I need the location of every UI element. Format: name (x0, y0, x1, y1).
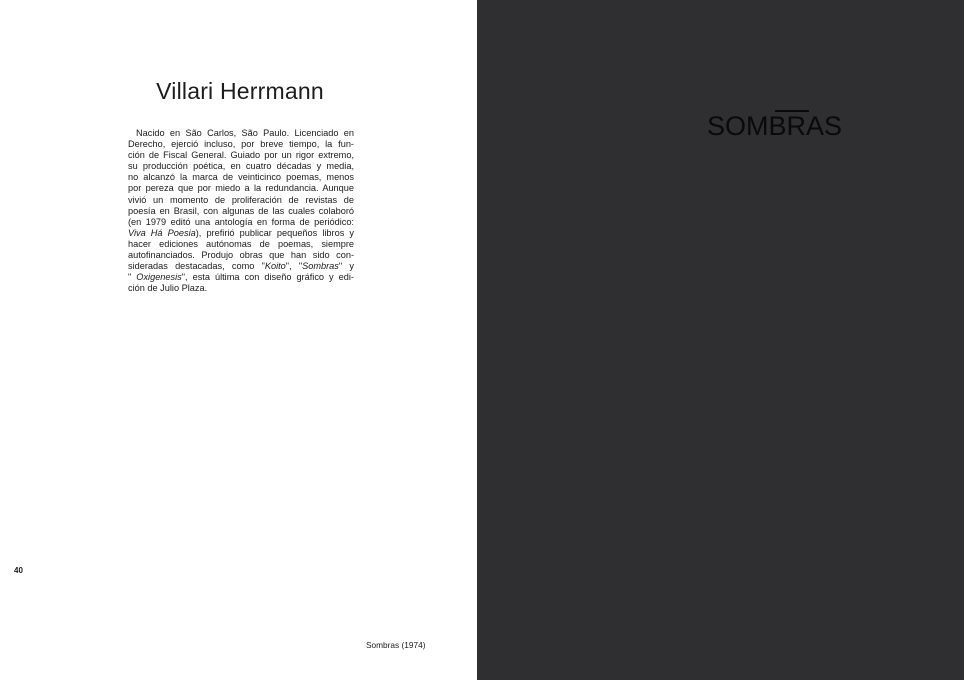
bio-text: poesía en Brasil, con algunas de las cuales colaboró (128, 205, 354, 216)
book-title-italic: Sombras (302, 261, 339, 272)
bio-line (128, 161, 354, 172)
bio-text: Derecho, ejerció incluso, por breve tiempo, la fun- (128, 139, 354, 150)
bio-line (128, 239, 354, 250)
bio-text: no alcanzó la marca de veinticinco poemas, menos (128, 172, 354, 183)
bio-line (128, 128, 354, 139)
bio-line (128, 228, 354, 239)
cover-title: SOMBRAS (707, 111, 843, 141)
book-title-italic: Oxigenesis (136, 272, 182, 283)
bio-line (128, 217, 354, 228)
right-page-book-cover (477, 0, 964, 680)
bio-text: por pereza que por miedo a la redundancia. Aunque (128, 183, 354, 194)
book-title-italic: Viva Há Poesia (128, 227, 196, 238)
bio-line (128, 150, 354, 161)
bio-text: Nacido en São Carlos, São Paulo. Licenciado en (136, 128, 354, 138)
book-title-italic: Koito (264, 261, 286, 272)
bio-line (128, 283, 354, 294)
bio-line (128, 272, 354, 283)
bio-line (128, 250, 354, 261)
bio-text: (en 1979 editó una antología en forma de periódico: (128, 216, 354, 227)
left-page (0, 0, 477, 680)
bio-text: ), prefirió publicar pequeños libros y (195, 227, 354, 238)
bio-line (128, 172, 354, 183)
bio-text: autofinanciados. Produjo obras que han sido con- (128, 250, 354, 261)
bio-text: ción de Julio Plaza. (128, 283, 208, 294)
bio-text: sideradas destacadas, como " (128, 261, 265, 272)
bio-line (128, 261, 354, 272)
image-caption: Sombras (1974) (366, 640, 426, 650)
bio-line (128, 206, 354, 217)
bio-text: hacer ediciones autónomas de poemas, siempre (128, 238, 354, 249)
author-name-heading: Villari Herrmann (156, 78, 324, 104)
bio-line (128, 183, 354, 194)
bio-text: su producción poética, en cuatro décadas y media, (128, 161, 354, 172)
bio-text: vivió un momento de proliferación de revistas de (128, 194, 354, 205)
bio-line (128, 139, 354, 150)
bio-text: " (128, 272, 137, 283)
bio-line (128, 195, 354, 206)
bio-text: ción de Fiscal General. Guiado por un rigor extremo, (128, 150, 354, 161)
bio-text: ", " (285, 261, 303, 272)
bio-text: " y (338, 261, 354, 272)
bio-text: ", esta última con diseño gráfico y edi- (181, 272, 354, 283)
author-biography (128, 128, 354, 294)
page-number: 40 (14, 566, 23, 575)
